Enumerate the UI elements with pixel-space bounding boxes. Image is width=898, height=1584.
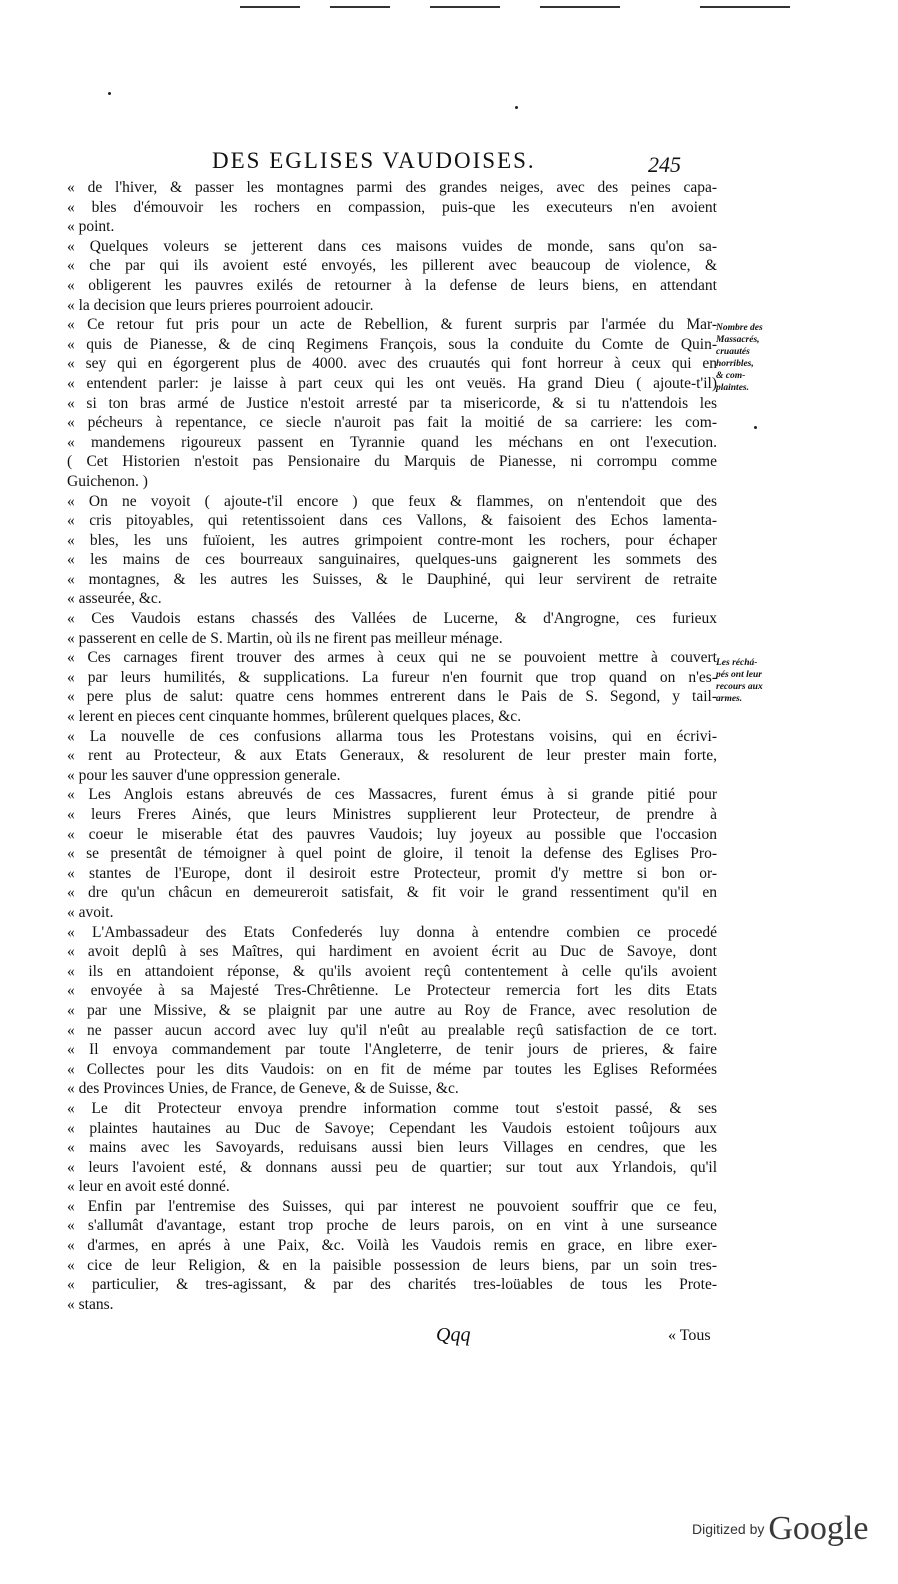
text-line: « entendent parler: je laisse à part ceux qui les ont veuës. Ha grand Dieu ( ajoute-t'il)	[67, 374, 717, 392]
text-line: ( Cet Historien n'estoit pas Pensionaire du Marquis de Pianesse, ni corrompu comme	[67, 453, 717, 471]
text-line: « bles d'émouvoir les rochers en compassion, puis-que les executeurs n'en avoient	[67, 198, 717, 216]
margin-note-line: Massacrés,	[716, 335, 760, 345]
text-line: « Le dit Protecteur envoya prendre information comme tout s'estoit passé, & ses	[67, 1099, 717, 1117]
text-line: « des Provinces Unies, de France, de Geneve, & de Suisse, &c.	[67, 1080, 459, 1098]
text-line: « Enfin par l'entremise des Suisses, qui par interest ne pouvoient souffrir que ce feu,	[67, 1197, 717, 1215]
text-line: « obligerent les pauvres exilés de retourner à la defense de leurs biens, en attendant	[67, 276, 717, 294]
text-line: « La nouvelle de ces confusions allarma tous les Protestans voisins, qui en écrivi-	[67, 727, 717, 745]
margin-note-line: armes.	[716, 694, 743, 704]
text-line: « se presentât de témoigner à quel point de gloire, il tenoit la defense des Eglises Pro-	[67, 845, 717, 863]
text-line: « Collectes pour les dits Vaudois: on en fit de méme par toutes les Eglises Reformées	[67, 1060, 717, 1078]
scan-rule	[330, 6, 390, 8]
text-line: « passerent en celle de S. Martin, où ils ne firent pas meilleur ménage.	[67, 629, 503, 647]
text-line: « rent au Protecteur, & aux Etats Generaux, & resolurent de leur prester main forte,	[67, 747, 717, 765]
catchword: « Tous	[668, 1327, 711, 1344]
scan-rule	[700, 6, 790, 8]
scan-speck	[754, 426, 757, 429]
margin-note-line: pés ont leur	[716, 670, 762, 680]
text-line: « par une Missive, & se plaignit par une autre au Roy de France, avec resolution de	[67, 1001, 717, 1019]
text-line: « cice de leur Religion, & en la paisible possession de leurs biens, par un soin tres-	[67, 1256, 717, 1274]
text-line: « envoyée à sa Majesté Tres-Chrêtienne. Le Protecteur remercia fort les dits Etats	[67, 982, 717, 1000]
text-line: « Il envoya commandement par toute l'Angleterre, de tenir jours de prieres, & faire	[67, 1041, 717, 1059]
text-line: « d'armes, en aprés à une Paix, &c. Voilà les Vaudois remis en grace, en libre exer-	[67, 1237, 717, 1255]
scan-rule	[240, 6, 300, 8]
digitized-by-label: Digitized by	[692, 1521, 765, 1537]
text-line: « L'Ambassadeur des Etats Confederés luy donna à entendre combien ce procedé	[67, 923, 717, 941]
text-line: « leurs l'avoient esté, & donnans aussi peu de quartier; sur tout aux Yrlandois, qu'il	[67, 1158, 717, 1176]
text-line: « lerent en pieces cent cinquante hommes, brûlerent quelques places, &c.	[67, 708, 522, 726]
text-line: « mains avec les Savoyards, reduisans aussi bien leurs Villages en cendres, que les	[67, 1139, 717, 1157]
text-line: « mandemens rigoureux passent en Tyrannie quand les méchans en ont l'execution.	[67, 433, 717, 451]
text-line: « Ce retour fut pris pour un acte de Rebellion, & furent surpris par l'armée du Mar-	[67, 316, 717, 334]
text-line: « leur en avoit esté donné.	[67, 1178, 230, 1196]
scan-rule	[540, 6, 620, 8]
margin-note-line: plaintes.	[716, 383, 749, 393]
text-line: Guichenon. )	[67, 472, 148, 490]
text-line: « Quelques voleurs se jetterent dans ces maisons vuides de monde, sans qu'on sa-	[67, 237, 717, 255]
text-line: « avoit deplû à ses Maîtres, qui hardiment en avoient écrit au Duc de Savoye, dont	[67, 943, 717, 961]
running-head: DES EGLISES VAUDOISES.	[212, 148, 536, 173]
text-line: « asseurée, &c.	[67, 590, 162, 608]
page-number: 245	[648, 152, 681, 177]
text-line: « pécheurs à repentance, ce siecle n'auroit pas fait la moitié de sa carriere: les com-	[67, 414, 717, 432]
text-line: « s'allumât d'avantage, estant trop proche de leurs parois, on en vint à une surseance	[67, 1217, 717, 1235]
margin-note-line: Les réchá-	[716, 658, 758, 668]
text-line: « par leurs humilités, & supplications. La fureur n'en fournit que trop quand on n'es-	[67, 668, 717, 686]
text-line: « Les Anglois estans abreuvés de ces Massacres, furent émus à si grande pitié pour	[67, 786, 717, 804]
text-line: « de l'hiver, & passer les montagnes parmi des grandes neiges, avec des peines capa-	[67, 179, 717, 196]
margin-note-line: recours aux	[716, 682, 763, 692]
text-line: « leurs Freres Ainés, que leurs Ministres supplierent leur Protecteur, de prendre à	[67, 806, 717, 823]
text-line: « pour les sauver d'une oppression generale.	[67, 766, 341, 784]
google-logo: Google	[768, 1510, 869, 1547]
scan-rule	[430, 6, 500, 8]
text-line: « dre qu'un châcun en demeureroit satisfait, & fit voir le grand ressentiment qu'il en	[67, 884, 717, 902]
signature-mark: Qqq	[436, 1324, 471, 1346]
margin-note-line: Nombre des	[716, 323, 763, 333]
margin-note-line: horribles,	[716, 359, 754, 369]
scan-speck	[515, 106, 518, 109]
text-line: « plaintes hautaines au Duc de Savoye; Cependant les Vaudois estoient toûjours aux	[67, 1119, 717, 1137]
text-line: « Ces Vaudois estans chassés des Vallées de Lucerne, & d'Angrogne, ces furieux	[67, 610, 717, 628]
text-line: « stantes de l'Europe, dont il desiroit estre Protecteur, promit d'y mettre si bon or-	[67, 864, 717, 882]
text-line: « point.	[67, 218, 115, 236]
text-line: « pere plus de salut: quatre cens hommes entrerent dans le Pais de S. Segond, y tail-	[67, 688, 717, 706]
margin-note-arms	[716, 657, 786, 705]
margin-note-massacres	[716, 322, 786, 394]
text-line: « les mains de ces bourreaux sanguinaires, quelques-uns gaignerent les sommets des	[67, 551, 717, 569]
margin-note-line: cruautés	[716, 347, 750, 357]
body-text	[67, 178, 717, 1314]
text-line: « sey qui en égorgerent plus de 4000. avec des cruautés qui font horreur à ceux qui en	[67, 355, 717, 373]
text-line: « bles, les uns fuïoient, les autres grimpoient contre-mont les rochers, pour échaper	[67, 531, 717, 549]
text-line: « si ton bras armé de Justice n'estoit arresté par ta misericorde, & si tu n'attendois les	[67, 394, 717, 412]
digitized-by-google-watermark	[692, 1510, 868, 1548]
scan-speck	[108, 92, 111, 95]
text-line: « stans.	[67, 1295, 114, 1313]
text-line: « Ces carnages firent trouver des armes à ceux qui ne se pouvoient mettre à couvert	[67, 649, 717, 667]
text-line: « On ne voyoit ( ajoute-t'il encore ) que feux & flammes, on n'entendoit que des	[67, 492, 717, 510]
text-line: « avoit.	[67, 903, 114, 921]
text-line: « ils en attandoient réponse, & qu'ils avoient reçû contentement à celle qu'ils avoient	[67, 962, 717, 980]
margin-note-line: & com-	[716, 371, 746, 381]
text-line: « montagnes, & les autres les Suisses, & le Dauphiné, qui leur servirent de retraite	[67, 570, 717, 588]
text-line: « ne passer aucun accord avec luy qu'il n'eût au prealable reçû satisfaction de ce tort.	[67, 1021, 717, 1039]
text-line: « la decision que leurs prieres pourroient adoucir.	[67, 296, 374, 314]
text-line: « particulier, & tres-agissant, & par des charités tres-loüables de tous les Prote-	[67, 1276, 717, 1294]
text-line: « quis de Pianesse, & de cinq Regimens François, sous la conduite du Comte de Quin-	[67, 335, 717, 353]
text-line: « che par qui ils avoient esté envoyés, les pillerent avec beaucoup de violence, &	[67, 257, 717, 275]
text-line: « cris pitoyables, qui retentissoient dans ces Vallons, & faisoient des Echos lamenta-	[67, 512, 717, 530]
text-line: « coeur le miserable état des pauvres Vaudois; luy joyeux au possible que l'occasion	[67, 825, 717, 843]
